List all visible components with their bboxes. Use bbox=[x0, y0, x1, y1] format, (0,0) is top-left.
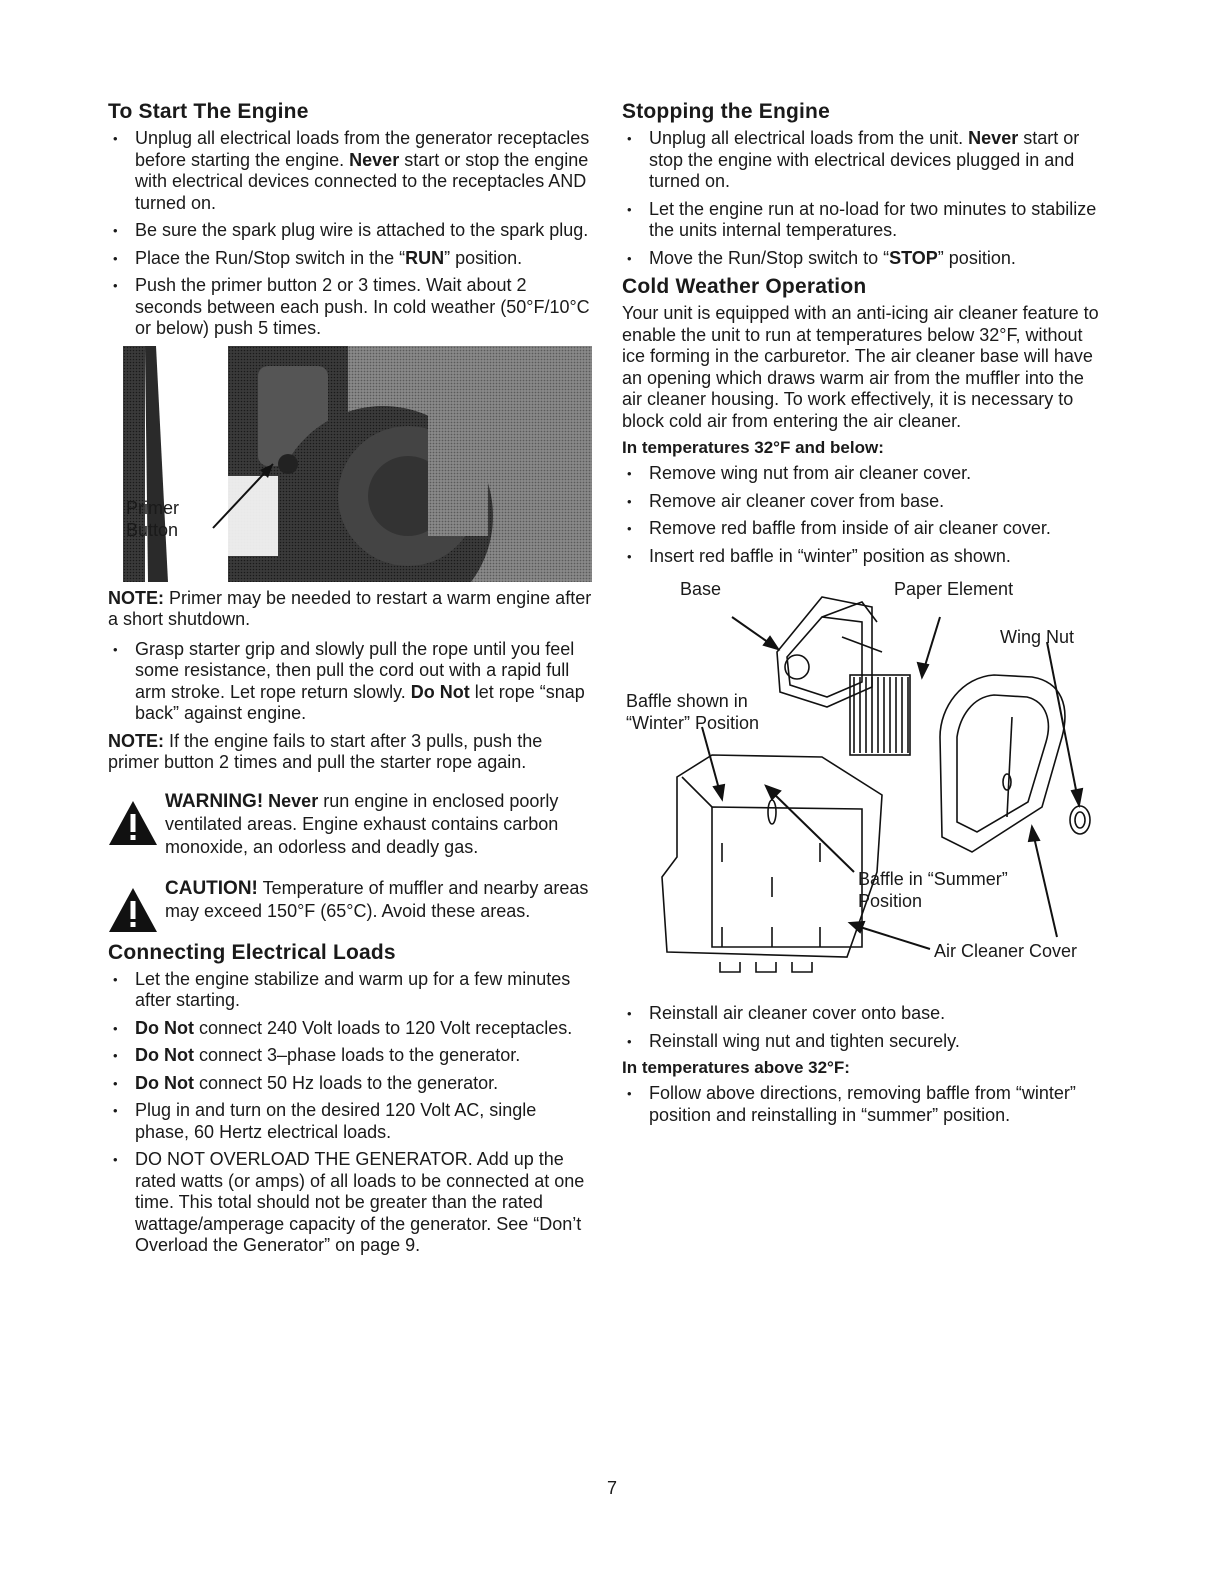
air-cleaner-diagram bbox=[622, 577, 1108, 987]
warning-icon bbox=[108, 800, 158, 846]
above-32-heading: In temperatures above 32°F: bbox=[622, 1058, 850, 1077]
start-engine-list bbox=[108, 128, 592, 340]
list-item: • Do Not connect 240 Volt loads to 120 Volt receptacles. bbox=[108, 1018, 592, 1040]
list-item: • Reinstall wing nut and tighten securely. bbox=[622, 1031, 1108, 1053]
air-cleaner-cover-label: Air Cleaner Cover bbox=[934, 941, 1078, 961]
list-item: • Follow above directions, removing baffle from “winter” position and reinstalling in “summer” position. bbox=[622, 1083, 1108, 1126]
list-item: • Do Not connect 3–phase loads to the generator. bbox=[108, 1045, 592, 1067]
start-engine-heading: To Start The Engine bbox=[108, 100, 309, 123]
list-item: • Push the primer button 2 or 3 times. Wait about 2 seconds between each push. In cold weather (50°F/10°C or below) push 5 times. bbox=[108, 275, 592, 340]
list-item: • Remove wing nut from air cleaner cover. bbox=[622, 463, 1108, 485]
list-item: • Let the engine stabilize and warm up for a few minutes after starting. bbox=[108, 969, 592, 1012]
list-item: • Unplug all electrical loads from the generator receptacles before starting the engine. Never start or stop the engine with electrical devices connected to the receptacles AND turned on. bbox=[108, 128, 592, 214]
baffle-summer-label-1: Baffle in “Summer” bbox=[858, 869, 1008, 889]
right-column bbox=[622, 100, 1108, 1132]
list-item: • Reinstall air cleaner cover onto base. bbox=[622, 1003, 1108, 1025]
below-32-heading: In temperatures 32°F and below: bbox=[622, 438, 884, 457]
list-item: • Grasp starter grip and slowly pull the rope until you feel some resistance, then pull the cord out with a rapid full arm stroke. Let rope return slowly. Do Not let rope “snap back” against engine. bbox=[108, 639, 592, 725]
list-item: • Remove air cleaner cover from base. bbox=[622, 491, 1108, 513]
base-label: Base bbox=[680, 579, 722, 599]
list-item: • Do Not connect 50 Hz loads to the generator. bbox=[108, 1073, 592, 1095]
primer-label-line-2: Button bbox=[126, 519, 179, 540]
baffle-winter-label-1: Baffle shown in bbox=[626, 691, 748, 711]
paper-element-label: Paper Element bbox=[894, 579, 1014, 599]
list-item: • Plug in and turn on the desired 120 Volt AC, single phase, 60 Hertz electrical loads. bbox=[108, 1100, 592, 1143]
wing-nut-label: Wing Nut bbox=[1000, 627, 1075, 647]
grasp-list bbox=[108, 639, 592, 725]
reinstall-list bbox=[622, 1003, 1108, 1052]
left-column bbox=[108, 100, 592, 1263]
loads-list bbox=[108, 969, 592, 1257]
primer-button-photo bbox=[108, 346, 592, 582]
stopping-list bbox=[622, 128, 1108, 269]
cold-weather-paragraph: Your unit is equipped with an anti-icing air cleaner feature to enable the unit to run at temperatures below 32°F, without ice forming in the carburetor. The air cleaner base will have an opening which draws warm air from the muffler into the air cleaner housing. To work effectively, it is necessary to block cold air from entering the air cleaner. bbox=[622, 303, 1099, 431]
list-item: • Be sure the spark plug wire is attached to the spark plug. bbox=[108, 220, 592, 242]
list-item: • Remove red baffle from inside of air cleaner cover. bbox=[622, 518, 1108, 540]
list-item: • Move the Run/Stop switch to “STOP” position. bbox=[622, 248, 1108, 270]
baffle-winter-label-2: “Winter” Position bbox=[626, 713, 760, 733]
below-32-list bbox=[622, 463, 1108, 567]
baffle-summer-label-2: Position bbox=[858, 891, 923, 911]
above-32-list bbox=[622, 1083, 1108, 1126]
caution-block: CAUTION! Temperature of muffler and nearby areas may exceed 150°F (65°C). Avoid these areas. bbox=[108, 877, 592, 923]
warning-block: WARNING! Never run engine in enclosed poorly ventilated areas. Engine exhaust contains carbon monoxide, an odorless and deadly gas. bbox=[108, 790, 592, 859]
list-item: • Place the Run/Stop switch in the “RUN” position. bbox=[108, 248, 592, 270]
list-item: • Unplug all electrical loads from the unit. Never start or stop the engine with electrical devices plugged in and turned on. bbox=[622, 128, 1108, 193]
caution-icon bbox=[108, 887, 158, 933]
list-item: • Let the engine run at no-load for two minutes to stabilize the units internal temperatures. bbox=[622, 199, 1108, 242]
page-number: 7 bbox=[606, 1478, 617, 1498]
primer-label-line-1: Primer bbox=[126, 497, 179, 518]
list-item: • Insert red baffle in “winter” position as shown. bbox=[622, 546, 1108, 568]
connecting-loads-heading: Connecting Electrical Loads bbox=[108, 940, 396, 964]
list-item: • DO NOT OVERLOAD THE GENERATOR. Add up the rated watts (or amps) of all loads to be connected at one time. This total should not be greater than the rated wattage/amperage capacity of the generator. See “Don’t Overload the Generator” on page 9. bbox=[108, 1149, 592, 1257]
cold-weather-heading: Cold Weather Operation bbox=[622, 275, 867, 298]
stopping-engine-heading: Stopping the Engine bbox=[622, 100, 830, 123]
note-primer: NOTE: Primer may be needed to restart a warm engine after a short shutdown. bbox=[108, 587, 592, 629]
note-pulls: NOTE: If the engine fails to start after 3 pulls, push the primer button 2 times and pull the starter rope again. bbox=[108, 730, 543, 772]
